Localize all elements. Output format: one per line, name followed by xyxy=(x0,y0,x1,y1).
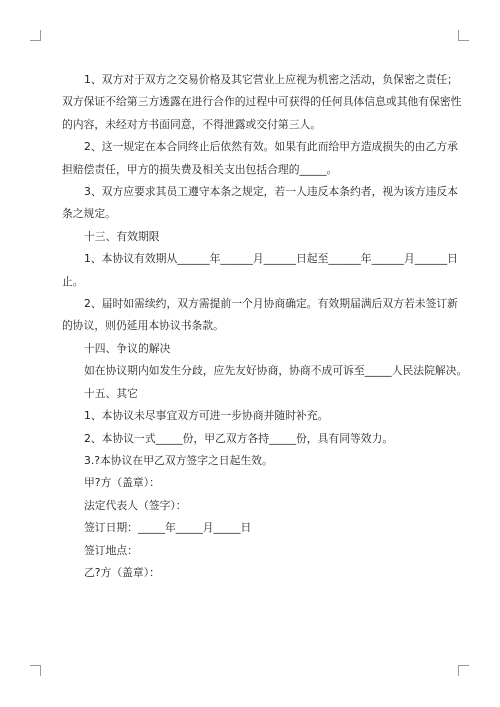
paragraph-line: 止。 xyxy=(62,274,84,288)
section-heading: 十四、争议的解决 xyxy=(84,341,171,355)
paragraph-line: 2、这一规定在本合同终止后依然有效。如果有此而给甲方造成损失的由乙方承 xyxy=(84,140,458,154)
paragraph-line: 的内容，未经对方书面同意，不得泄露或交付第三人。 xyxy=(62,117,322,131)
paragraph-line: 条之规定。 xyxy=(62,207,116,221)
document-body xyxy=(62,69,468,584)
paragraph-line: 3、双方应要求其员工遵守本条之规定，若一人违反本条约者，视为该方违反本 xyxy=(84,185,458,199)
paragraph-line: 2、本协议一式_____份，甲乙双方各持_____份，具有同等效力。 xyxy=(84,431,394,445)
paragraph-line: 双方保证不给第三方透露在进行合作的过程中可获得的任何具体信息或其他有保密性 xyxy=(62,95,462,109)
paragraph-line: 担赔偿责任，甲方的损失费及相关支出包括合理的_____。 xyxy=(62,162,338,176)
signature-field: 签订地点： xyxy=(84,543,138,557)
section-heading: 十五、其它 xyxy=(84,386,138,400)
paragraph-line: 的协议，则仍延用本协议书条款。 xyxy=(62,319,224,333)
signature-field: 乙?方（盖章）： xyxy=(84,565,160,579)
signature-field: 签订日期：_____年_____月_____日 xyxy=(84,521,252,535)
signature-field: 甲?方（盖章）： xyxy=(84,476,160,490)
corner-mark-top-left xyxy=(30,30,41,41)
paragraph-line: 3.?本协议在甲乙双方签字之日起生效。 xyxy=(84,453,273,467)
paragraph-line: 1、本协议未尽事宜双方可进一步协商并随时补充。 xyxy=(84,409,329,423)
corner-mark-bottom-right xyxy=(458,665,469,676)
corner-mark-top-right xyxy=(458,30,469,41)
paragraph-line: 如在协议期内如发生分歧，应先友好协商，协商不成可诉至_____人民法院解决。 xyxy=(84,364,468,378)
paragraph-line: 1、本协议有效期从______年______月______日起至______年______月______日 xyxy=(84,252,458,266)
signature-field: 法定代表人（签字）： xyxy=(84,498,187,512)
corner-mark-bottom-left xyxy=(30,665,41,676)
paragraph-line: 2、届时如需续约，双方需提前一个月协商确定。有效期届满后双方若未签订新 xyxy=(84,297,458,311)
paragraph-line: 1、双方对于双方之交易价格及其它营业上应视为机密之活动，负保密之责任； xyxy=(84,73,458,86)
section-heading: 十三、有效期限 xyxy=(84,229,160,243)
